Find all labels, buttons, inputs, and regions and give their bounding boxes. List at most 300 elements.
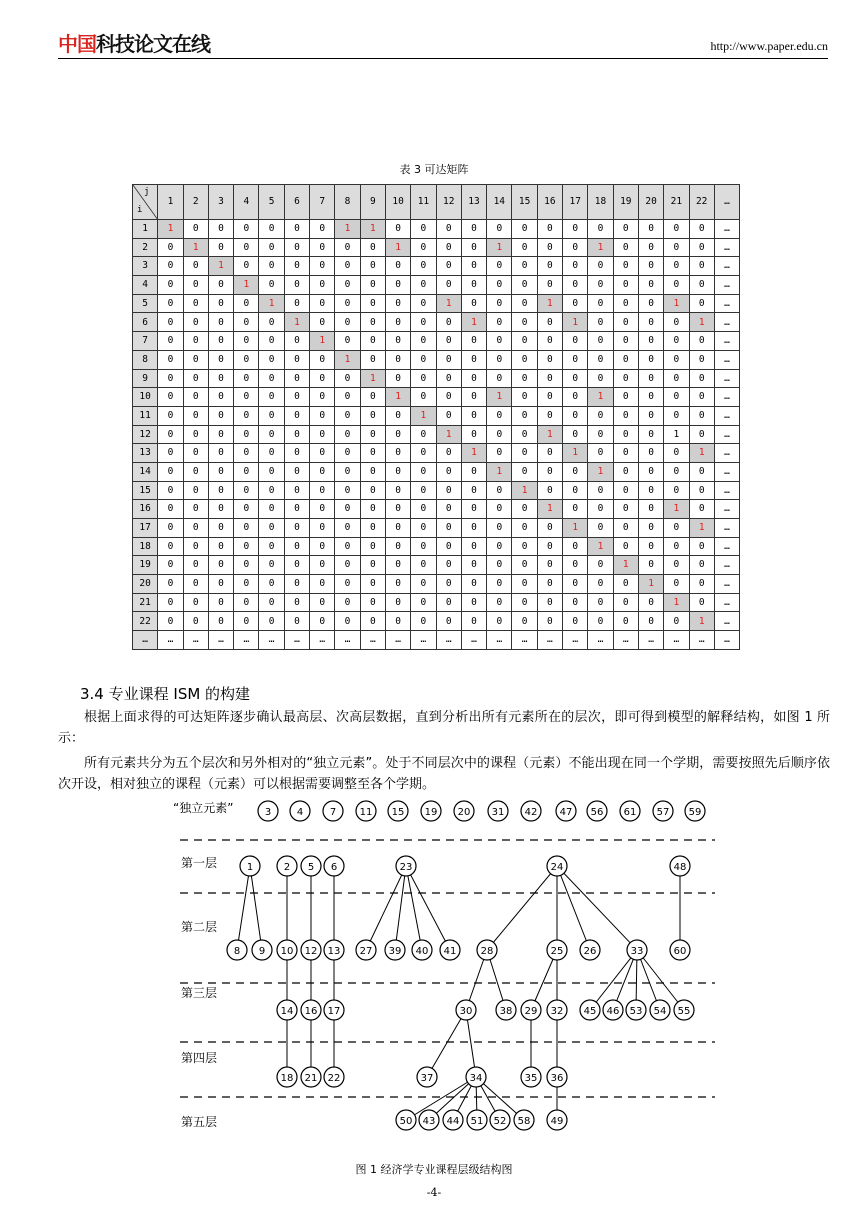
matrix-cell: 0 (638, 481, 663, 500)
column-header: … (714, 185, 739, 220)
matrix-cell: 0 (310, 406, 335, 425)
matrix-cell: … (714, 444, 739, 463)
matrix-row (133, 612, 740, 631)
matrix-cell: 1 (689, 612, 714, 631)
matrix-cell: 0 (158, 276, 183, 295)
matrix-cell: 0 (487, 481, 512, 500)
matrix-cell: 0 (563, 276, 588, 295)
matrix-cell: 0 (234, 369, 259, 388)
matrix-cell: 0 (360, 425, 385, 444)
matrix-cell: 0 (461, 332, 486, 351)
matrix-cell: 0 (158, 519, 183, 538)
matrix-cell: 0 (689, 276, 714, 295)
matrix-cell: 0 (411, 444, 436, 463)
matrix-cell: 0 (512, 276, 537, 295)
matrix-cell: 0 (183, 425, 208, 444)
column-header: 15 (512, 185, 537, 220)
matrix-cell: 0 (360, 556, 385, 575)
matrix-row (133, 369, 740, 388)
node-label: 3 (264, 807, 272, 818)
matrix-cell: 0 (234, 257, 259, 276)
matrix-row (133, 313, 740, 332)
matrix-cell: 0 (563, 294, 588, 313)
matrix-cell: 0 (461, 276, 486, 295)
matrix-cell: 0 (158, 481, 183, 500)
matrix-cell: 1 (259, 294, 284, 313)
node-label: 19 (424, 807, 438, 818)
matrix-cell: 1 (588, 537, 613, 556)
matrix-cell: 0 (310, 612, 335, 631)
page-number: -4- (426, 1186, 442, 1199)
matrix-row (133, 500, 740, 519)
matrix-cell: 0 (512, 537, 537, 556)
matrix-cell: 0 (563, 425, 588, 444)
matrix-cell: 0 (461, 575, 486, 594)
matrix-cell: 0 (461, 294, 486, 313)
matrix-cell: 0 (208, 294, 233, 313)
matrix-cell: 0 (335, 369, 360, 388)
column-header: 21 (664, 185, 689, 220)
page-header (58, 28, 828, 59)
matrix-cell: 0 (158, 462, 183, 481)
matrix-cell: 0 (234, 575, 259, 594)
column-header: 18 (588, 185, 613, 220)
matrix-cell: 1 (234, 276, 259, 295)
matrix-cell: 0 (360, 500, 385, 519)
matrix-cell: 0 (613, 369, 638, 388)
matrix-cell: 0 (487, 276, 512, 295)
matrix-cell: 0 (335, 462, 360, 481)
matrix-cell: 0 (689, 593, 714, 612)
matrix-cell: … (714, 631, 739, 650)
node-label: 26 (583, 946, 597, 957)
matrix-cell: 0 (689, 556, 714, 575)
column-header: 11 (411, 185, 436, 220)
matrix-cell: 0 (284, 462, 309, 481)
matrix-cell: 0 (259, 257, 284, 276)
matrix-cell: 0 (613, 332, 638, 351)
column-header: 17 (563, 185, 588, 220)
matrix-cell: 0 (208, 276, 233, 295)
row-header: 20 (133, 575, 158, 594)
matrix-cell: 0 (436, 556, 461, 575)
matrix-cell: 0 (208, 406, 233, 425)
matrix-cell: 0 (563, 556, 588, 575)
matrix-cell: 1 (436, 294, 461, 313)
column-header: 6 (284, 185, 309, 220)
matrix-cell: 0 (335, 313, 360, 332)
matrix-cell: … (714, 406, 739, 425)
level-label: 第三层 (181, 986, 218, 1000)
matrix-cell: 0 (563, 369, 588, 388)
node-label: 45 (583, 1006, 597, 1017)
node-label: 5 (307, 862, 315, 873)
matrix-cell: 0 (158, 500, 183, 519)
table-caption: 表 3 可达矩阵 (399, 163, 469, 176)
row-header: 1 (133, 220, 158, 239)
matrix-cell: 0 (284, 575, 309, 594)
matrix-cell: 0 (436, 444, 461, 463)
matrix-cell: 0 (588, 276, 613, 295)
node-label: 8 (233, 946, 241, 957)
node-label: 21 (304, 1073, 318, 1084)
matrix-cell: 0 (284, 238, 309, 257)
corner-j-label: j (144, 187, 150, 197)
matrix-cell: … (208, 631, 233, 650)
row-header: 6 (133, 313, 158, 332)
paragraph-1: 根据上面求得的可达矩阵逐步确认最高层、次高层数据，直到分析出所有元素所在的层次，即可得到模型的解释结构，如图 1 所示： (58, 710, 830, 746)
matrix-cell: 0 (158, 406, 183, 425)
matrix-cell: 0 (537, 369, 562, 388)
matrix-cell: 0 (537, 276, 562, 295)
matrix-cell: 0 (588, 350, 613, 369)
matrix-cell: 0 (638, 332, 663, 351)
matrix-cell: 0 (411, 276, 436, 295)
matrix-cell: 0 (310, 257, 335, 276)
row-header: 18 (133, 537, 158, 556)
matrix-cell: 0 (664, 220, 689, 239)
column-header: 20 (638, 185, 663, 220)
matrix-cell: 0 (385, 276, 410, 295)
matrix-cell: 0 (537, 519, 562, 538)
row-header: 4 (133, 276, 158, 295)
paragraph-2: 所有元素共分为五个层次和另外相对的“独立元素”。处于不同层次中的课程（元素）不能出现在同一个学期，需要按照先后顺序依次开设，相对独立的课程（元素）可以根据需要调整至各个学期。 (58, 756, 830, 792)
matrix-cell: 0 (234, 406, 259, 425)
matrix-cell: … (234, 631, 259, 650)
matrix-cell: 0 (335, 500, 360, 519)
matrix-cell: 1 (588, 462, 613, 481)
matrix-cell: 0 (183, 350, 208, 369)
node-label: 10 (280, 946, 294, 957)
matrix-cell: 0 (385, 593, 410, 612)
matrix-cell: 0 (234, 313, 259, 332)
matrix-cell: 1 (588, 238, 613, 257)
matrix-cell: 0 (360, 481, 385, 500)
matrix-cell: … (714, 388, 739, 407)
node-label: 24 (550, 862, 564, 873)
matrix-cell: 0 (360, 444, 385, 463)
matrix-cell: 0 (335, 257, 360, 276)
matrix-cell: 0 (259, 369, 284, 388)
matrix-cell: 0 (310, 537, 335, 556)
matrix-cell: 0 (335, 425, 360, 444)
matrix-cell: 0 (563, 462, 588, 481)
node-label: 58 (517, 1116, 531, 1127)
matrix-cell: … (714, 313, 739, 332)
node-label: 37 (420, 1073, 434, 1084)
matrix-cell: 0 (284, 519, 309, 538)
matrix-cell: 0 (284, 593, 309, 612)
matrix-cell: 0 (537, 444, 562, 463)
matrix-cell: 0 (436, 612, 461, 631)
matrix-cell: 0 (436, 313, 461, 332)
matrix-cell: 0 (335, 519, 360, 538)
matrix-cell: 0 (208, 612, 233, 631)
matrix-cell: 0 (385, 556, 410, 575)
matrix-cell: 0 (360, 406, 385, 425)
matrix-cell: 0 (487, 537, 512, 556)
matrix-cell: 0 (310, 444, 335, 463)
matrix-cell: 0 (411, 238, 436, 257)
matrix-cell: 0 (183, 519, 208, 538)
matrix-cell: 0 (411, 294, 436, 313)
matrix-cell: 0 (360, 612, 385, 631)
matrix-cell: 0 (234, 388, 259, 407)
matrix-cell: 0 (183, 406, 208, 425)
node-label: 46 (606, 1006, 620, 1017)
matrix-cell: 0 (259, 593, 284, 612)
matrix-cell: 0 (613, 575, 638, 594)
matrix-cell: 0 (411, 350, 436, 369)
matrix-cell: 0 (411, 500, 436, 519)
matrix-cell: … (158, 631, 183, 650)
matrix-cell: 0 (461, 388, 486, 407)
matrix-cell: 1 (208, 257, 233, 276)
node-label: 30 (459, 1006, 473, 1017)
matrix-row (133, 332, 740, 351)
matrix-cell: 0 (183, 369, 208, 388)
matrix-cell: 0 (689, 332, 714, 351)
matrix-cell: 0 (436, 519, 461, 538)
matrix-cell: 0 (613, 612, 638, 631)
matrix-cell: 0 (411, 388, 436, 407)
matrix-cell: 0 (436, 575, 461, 594)
matrix-cell: 0 (461, 593, 486, 612)
node-label: 14 (280, 1006, 294, 1017)
matrix-cell: 0 (259, 276, 284, 295)
matrix-cell: 0 (385, 406, 410, 425)
matrix-cell: 0 (487, 257, 512, 276)
matrix-cell: 0 (284, 556, 309, 575)
matrix-cell: 1 (512, 481, 537, 500)
node-label: 32 (550, 1006, 564, 1017)
matrix-cell: 0 (335, 556, 360, 575)
matrix-cell: 0 (588, 369, 613, 388)
matrix-cell: … (512, 631, 537, 650)
matrix-cell: 0 (563, 537, 588, 556)
matrix-cell: 0 (208, 500, 233, 519)
matrix-cell: 0 (284, 612, 309, 631)
matrix-cell: … (714, 500, 739, 519)
node-label: 43 (422, 1116, 436, 1127)
node-label: 4 (296, 807, 304, 818)
matrix-cell: 0 (208, 519, 233, 538)
node-label: 60 (673, 946, 687, 957)
matrix-cell: 0 (664, 369, 689, 388)
matrix-cell: 0 (638, 276, 663, 295)
matrix-cell: 0 (310, 294, 335, 313)
matrix-cell: 0 (689, 350, 714, 369)
matrix-cell: 0 (563, 257, 588, 276)
matrix-cell: 0 (183, 294, 208, 313)
column-header: 12 (436, 185, 461, 220)
column-header: 8 (335, 185, 360, 220)
node-label: 39 (388, 946, 402, 957)
column-header: 13 (461, 185, 486, 220)
matrix-cell: 0 (563, 575, 588, 594)
matrix-cell: 0 (537, 220, 562, 239)
matrix-cell: 0 (284, 257, 309, 276)
matrix-cell: … (714, 294, 739, 313)
matrix-cell: 0 (259, 350, 284, 369)
column-header: 3 (208, 185, 233, 220)
matrix-cell: 0 (310, 238, 335, 257)
row-header: 13 (133, 444, 158, 463)
matrix-cell: … (487, 631, 512, 650)
matrix-cell: 0 (183, 537, 208, 556)
matrix-cell: … (284, 631, 309, 650)
node-label: 56 (590, 807, 604, 818)
column-header: 14 (487, 185, 512, 220)
matrix-cell: 0 (436, 388, 461, 407)
matrix-cell: 0 (208, 444, 233, 463)
matrix-cell: 0 (411, 593, 436, 612)
level-label: 第四层 (181, 1051, 218, 1065)
diagram-edge (406, 866, 450, 950)
matrix-cell: 0 (436, 257, 461, 276)
matrix-row (133, 462, 740, 481)
matrix-cell: 0 (208, 238, 233, 257)
matrix-cell: … (689, 631, 714, 650)
matrix-cell: 0 (689, 406, 714, 425)
matrix-cell: 0 (537, 257, 562, 276)
matrix-cell: 0 (284, 276, 309, 295)
matrix-cell: 0 (588, 481, 613, 500)
matrix-cell: 0 (436, 481, 461, 500)
matrix-cell: 1 (360, 369, 385, 388)
matrix-cell: 0 (259, 444, 284, 463)
matrix-cell: 0 (234, 220, 259, 239)
matrix-cell: 1 (284, 313, 309, 332)
column-header: 22 (689, 185, 714, 220)
matrix-cell: 0 (613, 481, 638, 500)
matrix-cell: 0 (461, 257, 486, 276)
matrix-cell: 0 (234, 332, 259, 351)
matrix-cell: 0 (310, 575, 335, 594)
matrix-cell: 0 (664, 406, 689, 425)
diagram-edge (487, 866, 557, 950)
matrix-cell: 0 (158, 575, 183, 594)
matrix-cell: 0 (183, 575, 208, 594)
column-header: 10 (385, 185, 410, 220)
matrix-cell: 0 (259, 500, 284, 519)
matrix-cell: 0 (461, 369, 486, 388)
matrix-cell: 0 (259, 612, 284, 631)
row-header: 17 (133, 519, 158, 538)
matrix-cell: 0 (613, 425, 638, 444)
matrix-cell: 0 (310, 593, 335, 612)
matrix-cell: 0 (588, 220, 613, 239)
row-header: 16 (133, 500, 158, 519)
matrix-cell: 0 (512, 238, 537, 257)
matrix-corner (133, 185, 158, 220)
matrix-cell: … (588, 631, 613, 650)
node-label: 41 (443, 946, 457, 957)
matrix-cell: 1 (537, 294, 562, 313)
matrix-cell: … (385, 631, 410, 650)
level-label: 第五层 (181, 1115, 218, 1129)
site-url: http://www.paper.edu.cn (710, 39, 828, 53)
matrix-cell: 0 (588, 313, 613, 332)
node-label: 22 (327, 1073, 341, 1084)
matrix-cell: 0 (613, 276, 638, 295)
matrix-cell: 0 (461, 406, 486, 425)
matrix-cell: 0 (512, 556, 537, 575)
matrix-cell: 0 (335, 388, 360, 407)
row-header: 19 (133, 556, 158, 575)
matrix-cell: 0 (664, 481, 689, 500)
matrix-cell: 0 (259, 313, 284, 332)
matrix-cell: 0 (310, 481, 335, 500)
matrix-cell: 0 (158, 238, 183, 257)
matrix-cell: 0 (183, 444, 208, 463)
row-header: 9 (133, 369, 158, 388)
matrix-cell: 0 (284, 294, 309, 313)
matrix-cell: 0 (310, 276, 335, 295)
matrix-cell: 0 (436, 220, 461, 239)
logo: 中国科技论文在线 (58, 32, 210, 56)
node-label: 6 (330, 862, 338, 873)
matrix-cell: 0 (284, 350, 309, 369)
matrix-cell: … (259, 631, 284, 650)
matrix-cell: 0 (487, 406, 512, 425)
matrix-cell: 0 (613, 388, 638, 407)
matrix-cell: 0 (284, 332, 309, 351)
matrix-cell: … (537, 631, 562, 650)
matrix-cell: 1 (487, 462, 512, 481)
matrix-cell: 0 (638, 593, 663, 612)
column-header: 1 (158, 185, 183, 220)
node-label: 34 (469, 1073, 483, 1084)
matrix-cell: 0 (563, 612, 588, 631)
matrix-cell: 0 (664, 388, 689, 407)
matrix-cell: 0 (411, 257, 436, 276)
matrix-cell: 1 (436, 425, 461, 444)
matrix-cell: 0 (208, 220, 233, 239)
matrix-cell: 0 (512, 425, 537, 444)
matrix-cell: 0 (689, 388, 714, 407)
matrix-cell: … (714, 519, 739, 538)
matrix-row (133, 481, 740, 500)
matrix-cell: 0 (664, 462, 689, 481)
matrix-cell: 1 (689, 313, 714, 332)
matrix-cell: 0 (588, 332, 613, 351)
independent-label: “独立元素” (173, 801, 234, 815)
matrix-cell: 0 (638, 425, 663, 444)
matrix-cell: 0 (563, 388, 588, 407)
row-header: 5 (133, 294, 158, 313)
node-label: 12 (304, 946, 318, 957)
matrix-cell: 0 (310, 462, 335, 481)
diagram-edge (250, 866, 262, 950)
level-label: 第一层 (181, 856, 218, 870)
matrix-cell: 0 (512, 369, 537, 388)
matrix-cell: 0 (588, 294, 613, 313)
matrix-cell: 0 (638, 406, 663, 425)
matrix-cell: 0 (563, 350, 588, 369)
node-label: 55 (677, 1006, 691, 1017)
matrix-cell: 0 (537, 593, 562, 612)
node-label: 59 (688, 807, 702, 818)
matrix-cell: 0 (537, 350, 562, 369)
matrix-cell: 0 (638, 388, 663, 407)
matrix-cell: 0 (664, 350, 689, 369)
column-header: 19 (613, 185, 638, 220)
matrix-cell: 0 (385, 369, 410, 388)
matrix-cell: 0 (664, 276, 689, 295)
matrix-cell: 1 (461, 444, 486, 463)
matrix-cell: 0 (360, 294, 385, 313)
